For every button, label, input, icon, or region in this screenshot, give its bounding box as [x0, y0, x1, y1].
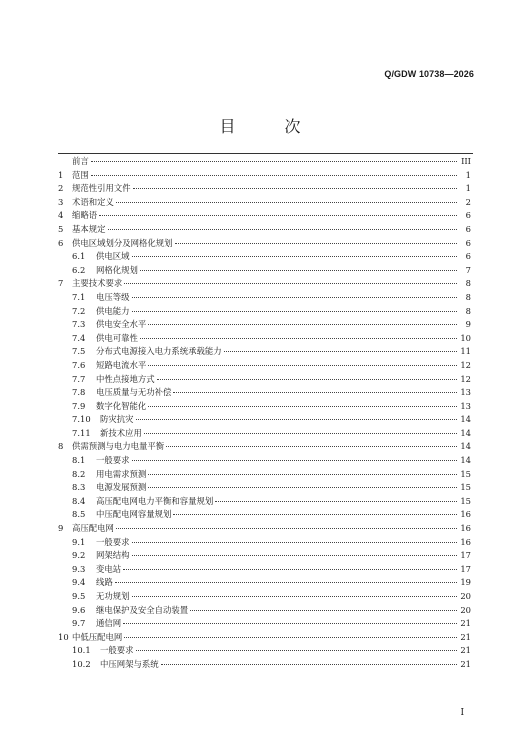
toc-entry-page: 2: [465, 196, 471, 207]
dot-leader: [148, 406, 457, 407]
toc-entry-page: 12: [460, 359, 471, 370]
toc-entry-number: 8: [58, 441, 64, 452]
toc-entry-page: 7: [465, 264, 471, 275]
toc-entry-page: 8: [465, 291, 471, 302]
dot-leader: [123, 623, 457, 624]
toc-entry-label: 线路: [96, 577, 113, 588]
toc-entry-page: 10: [460, 332, 471, 343]
toc-entry-number: 7: [58, 278, 64, 289]
toc-entry[interactable]: [58, 250, 471, 264]
dot-leader: [173, 514, 457, 515]
toc-entry-label: 防灾抗灾: [100, 414, 134, 425]
toc-entry-number: 1: [58, 169, 64, 180]
toc-entry-label: 分布式电源接入电力系统承载能力: [96, 346, 222, 357]
toc-entry-page: 20: [460, 591, 471, 601]
toc-entry-page: 8: [465, 278, 471, 289]
toc-entry-page: 16: [460, 536, 471, 547]
dot-leader: [190, 610, 457, 611]
toc-entry[interactable]: [58, 604, 471, 618]
toc-entry-page: 14: [460, 427, 471, 438]
toc-entry-page: 15: [460, 468, 471, 479]
toc-entry-page: III: [461, 156, 471, 166]
toc-entry-page: 1: [465, 183, 471, 194]
toc-entry-number: 9.4: [72, 577, 86, 588]
toc-entry[interactable]: [58, 264, 471, 278]
dot-leader: [136, 419, 458, 420]
toc-entry[interactable]: [58, 617, 471, 631]
toc-entry[interactable]: [58, 155, 471, 169]
toc-entry-number: 7.1: [72, 291, 86, 302]
toc-entry-page: 21: [460, 631, 471, 642]
toc-entry[interactable]: [58, 508, 471, 522]
toc-entry-number: 7.11: [72, 427, 91, 438]
dot-leader: [144, 433, 457, 434]
toc-entry-number: 4: [58, 210, 64, 221]
toc-entry[interactable]: [58, 549, 471, 563]
toc-entry-label: 供电安全水平: [96, 319, 147, 330]
dot-leader: [136, 650, 458, 651]
toc-entry-page: 14: [460, 414, 471, 425]
toc-entry-label: 前言: [72, 156, 89, 166]
dot-leader: [91, 175, 457, 176]
toc-entry-label: 电压质量与无功补偿: [96, 387, 172, 398]
toc-entry-label: 数字化智能化: [96, 400, 147, 411]
toc-entry-page: 15: [460, 495, 471, 506]
dot-leader: [140, 338, 457, 339]
toc-entry[interactable]: [58, 359, 471, 373]
toc-entry-label: 用电需求预测: [96, 468, 147, 479]
toc-entry-label: 电源发展预测: [96, 482, 147, 493]
toc-entry-number: 6: [58, 237, 64, 248]
toc-entry-page: 21: [460, 618, 471, 629]
toc-entry-number: 8.4: [72, 495, 86, 506]
toc-entry-page: 20: [460, 604, 471, 615]
toc-entry-page: 6: [465, 251, 471, 262]
toc-entry[interactable]: [58, 481, 471, 495]
toc-entry-label: 变电站: [96, 563, 122, 574]
dot-leader: [175, 243, 458, 244]
dot-leader: [132, 311, 458, 312]
dot-leader: [132, 596, 458, 597]
toc-entry[interactable]: [58, 454, 471, 468]
toc-entry[interactable]: [58, 318, 471, 332]
toc-entry[interactable]: [58, 413, 471, 427]
toc-entry[interactable]: [58, 631, 471, 645]
dot-leader: [132, 542, 458, 543]
toc-entry[interactable]: [58, 182, 471, 196]
toc-entry-page: 1: [465, 169, 471, 180]
toc-entry-number: 9.6: [72, 604, 86, 615]
toc-entry-number: 8.2: [72, 468, 86, 479]
toc-entry-page: 6: [465, 223, 471, 234]
toc-entry[interactable]: [58, 223, 471, 237]
toc-entry-number: 10.1: [72, 645, 91, 656]
dot-leader: [133, 188, 457, 189]
toc-entry-label: 通信网: [96, 618, 122, 629]
toc-entry-label: 主要技术要求: [72, 278, 123, 289]
dot-leader: [124, 283, 457, 284]
toc-entry-page: 6: [465, 210, 471, 221]
dot-leader: [116, 528, 457, 529]
toc-entry[interactable]: [58, 373, 471, 387]
dot-leader: [215, 501, 457, 502]
dot-leader: [224, 351, 457, 352]
toc-entry-number: 7.9: [72, 400, 86, 411]
toc-entry-label: 新技术应用: [100, 427, 142, 438]
toc-entry-label: 继电保护及安全自动装置: [96, 604, 189, 615]
toc-entry-label: 无功规划: [96, 591, 130, 601]
toc-entry-label: 网格化规划: [96, 264, 138, 275]
toc-entry-number: 10: [58, 631, 69, 642]
toc-entry-label: 电压等级: [96, 291, 130, 302]
toc-entry-label: 规范性引用文件: [72, 183, 131, 194]
toc-entry-number: 10.2: [72, 658, 91, 669]
dot-leader: [115, 582, 457, 583]
toc-entry-label: 一般要求: [100, 645, 134, 656]
page-number: I: [460, 708, 464, 718]
toc-entry[interactable]: [58, 468, 471, 482]
dot-leader: [148, 365, 457, 366]
toc-entry-page: 15: [460, 482, 471, 493]
title-rule: [58, 153, 473, 154]
toc-entry-number: 7.10: [72, 414, 91, 425]
toc-entry-page: 17: [460, 563, 471, 574]
table-of-contents: [58, 155, 471, 672]
dot-leader: [166, 446, 457, 447]
dot-leader: [108, 229, 458, 230]
toc-entry-number: 8.1: [72, 455, 86, 466]
toc-entry-number: 8.3: [72, 482, 86, 493]
toc-entry[interactable]: [58, 576, 471, 590]
toc-entry[interactable]: [58, 237, 471, 251]
toc-entry[interactable]: [58, 427, 471, 441]
toc-entry-page: 13: [460, 400, 471, 411]
toc-entry-label: 中性点接地方式: [96, 373, 155, 384]
toc-entry-label: 网架结构: [96, 550, 130, 561]
dot-leader: [161, 664, 457, 665]
toc-entry-number: 7.7: [72, 373, 86, 384]
toc-entry[interactable]: [58, 196, 471, 210]
toc-entry-page: 19: [460, 577, 471, 588]
toc-entry-number: 7.8: [72, 387, 86, 398]
toc-entry-page: 17: [460, 550, 471, 561]
toc-entry-label: 范围: [72, 169, 89, 180]
toc-entry-label: 术语和定义: [72, 196, 114, 207]
toc-entry-number: 2: [58, 183, 64, 194]
toc-entry-label: 短路电流水平: [96, 359, 147, 370]
toc-entry-number: 9: [58, 523, 64, 534]
toc-entry-number: 6.1: [72, 251, 86, 262]
toc-entry[interactable]: [58, 536, 471, 550]
dot-leader: [132, 297, 458, 298]
toc-entry[interactable]: [58, 440, 471, 454]
toc-entry-number: 9.5: [72, 591, 86, 601]
dot-leader: [132, 256, 458, 257]
toc-entry-page: 21: [460, 658, 471, 669]
toc-entry[interactable]: [58, 332, 471, 346]
toc-entry-label: 中压网架与系统: [100, 658, 159, 669]
dot-leader: [157, 379, 457, 380]
dot-leader: [148, 474, 457, 475]
toc-entry-number: 9.3: [72, 563, 86, 574]
dot-leader: [123, 569, 457, 570]
toc-entry-page: 9: [465, 319, 471, 330]
toc-entry-number: 8.5: [72, 509, 86, 520]
toc-entry[interactable]: [58, 522, 471, 536]
toc-entry-label: 高压配电网: [72, 523, 114, 534]
dot-leader: [99, 215, 457, 216]
toc-entry-label: 一般要求: [96, 455, 130, 466]
toc-entry-number: 7.3: [72, 319, 86, 330]
toc-entry-page: 16: [460, 523, 471, 534]
toc-title: 目 次: [219, 117, 323, 136]
toc-entry-label: 基本规定: [72, 223, 106, 234]
toc-entry-page: 21: [460, 645, 471, 656]
dot-leader: [140, 270, 457, 271]
toc-entry-number: 3: [58, 196, 64, 207]
toc-entry-page: 8: [465, 305, 471, 316]
toc-entry-number: 9.7: [72, 618, 86, 629]
toc-entry-number: 7.2: [72, 305, 86, 316]
dot-leader: [132, 555, 458, 556]
toc-entry-label: 供需预测与电力电量平衡: [72, 441, 165, 452]
toc-entry-page: 12: [460, 373, 471, 384]
toc-entry-label: 供电区域划分及网格化规划: [72, 237, 173, 248]
toc-entry-label: 供电区域: [96, 251, 130, 262]
toc-entry[interactable]: [58, 658, 471, 672]
toc-entry-number: 5: [58, 223, 64, 234]
toc-entry-number: 7.4: [72, 332, 86, 343]
dot-leader: [116, 202, 457, 203]
toc-entry-page: 14: [460, 455, 471, 466]
toc-entry-label: 中低压配电网: [72, 631, 123, 642]
dot-leader: [124, 637, 457, 638]
toc-entry-number: 9.2: [72, 550, 86, 561]
toc-entry-label: 高压配电网电力平衡和容量规划: [96, 495, 214, 506]
toc-entry-number: 7.5: [72, 346, 86, 357]
toc-entry[interactable]: [58, 590, 471, 604]
toc-entry[interactable]: [58, 305, 471, 319]
toc-entry-label: 供电可靠性: [96, 332, 138, 343]
dot-leader: [148, 324, 457, 325]
toc-entry-label: 供电能力: [96, 305, 130, 316]
toc-entry[interactable]: [58, 400, 471, 414]
toc-entry-page: 11: [460, 346, 471, 357]
toc-entry-page: 13: [460, 387, 471, 398]
toc-entry-label: 中压配电网容量规划: [96, 509, 172, 520]
toc-entry-label: 缩略语: [72, 210, 98, 221]
document-code: Q/GDW 10738—2026: [384, 69, 474, 79]
toc-entry[interactable]: [58, 644, 471, 658]
toc-entry-page: 16: [460, 509, 471, 520]
toc-entry[interactable]: [58, 209, 471, 223]
dot-leader: [132, 460, 458, 461]
toc-entry[interactable]: [58, 345, 471, 359]
toc-entry[interactable]: [58, 291, 471, 305]
toc-entry[interactable]: [58, 169, 471, 183]
toc-entry-number: 9.1: [72, 536, 86, 547]
toc-entry-label: 一般要求: [96, 536, 130, 547]
toc-entry-number: 7.6: [72, 359, 86, 370]
toc-entry-page: 14: [460, 441, 471, 452]
toc-entry[interactable]: [58, 563, 471, 577]
toc-entry[interactable]: [58, 386, 471, 400]
dot-leader: [148, 487, 457, 488]
dot-leader: [91, 161, 457, 162]
toc-entry[interactable]: [58, 277, 471, 291]
dot-leader: [173, 392, 457, 393]
toc-entry[interactable]: [58, 495, 471, 509]
toc-entry-number: 6.2: [72, 264, 86, 275]
toc-entry-page: 6: [465, 237, 471, 248]
